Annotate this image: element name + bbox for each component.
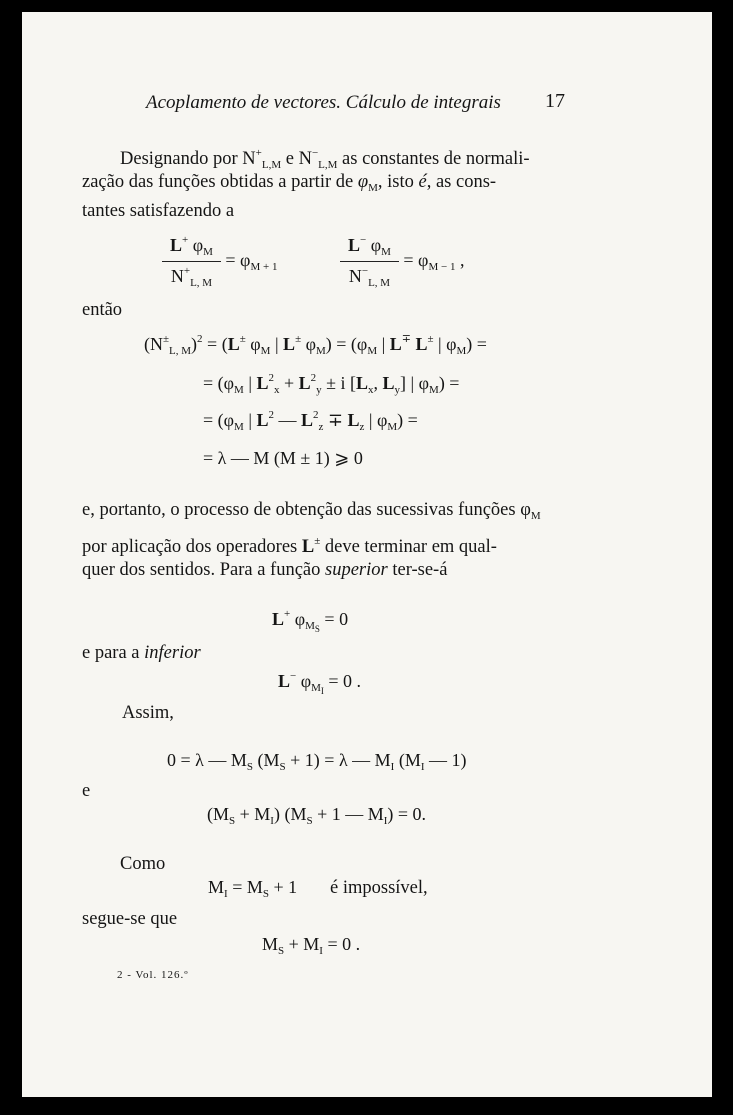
eq-inferior: L− $\varphi_{M_I} = 0$ . xyxy=(278,670,362,697)
label-como: Como xyxy=(120,854,166,874)
text-impossivel: é impossível, xyxy=(330,878,428,898)
para1-line3: tantes satisfazendo a xyxy=(82,201,235,221)
book-page xyxy=(22,12,712,1097)
eq-norm-1: $(N^\pm_{L, M})^2 = (L^\pm$ $\varphi_M$ | L± $\varphi_M) = (\varphi_M$ | L∓ L± | $\varphi_M$) = xyxy=(144,333,487,357)
label-inferior-prefix: e para a xyxy=(82,643,140,663)
eq-superior: L+ $\varphi_{M_S} = 0$ xyxy=(272,608,349,635)
eq-norm-3: = ($\varphi_M$ | $L^2$ — $L^2_z \mp L_z$ | $\varphi_M$) = xyxy=(203,409,418,433)
label-assim: Assim, xyxy=(122,703,174,723)
para2-line1: e, portanto, o processo de obtenção das sucessivas funções $\varphi_M$ xyxy=(82,500,541,522)
emph-superior: superior xyxy=(325,560,388,580)
label-entao: então xyxy=(82,300,123,320)
page-number: 17 xyxy=(545,90,565,112)
label-inferior xyxy=(82,639,201,668)
eq-como: $M_I = M_S + 1$ xyxy=(208,877,298,900)
eq-norm-4: = λ — M (M ± 1) ⩾ 0 xyxy=(203,448,363,468)
eq-e: $(M_S + M_I) (M_S + 1$ — $M_I) = 0$. xyxy=(207,804,427,827)
eq-final: $M_S + M_I = 0$ . xyxy=(262,934,361,957)
eq-norm-2: = ($\varphi_M$ | $L^2_x + L^2_y \pm i$ [$L_x$, $L_y$] | $\varphi_M$) = xyxy=(203,372,460,396)
label-e: e xyxy=(82,781,91,801)
label-segue: segue-se que xyxy=(82,909,178,929)
running-header: Acoplamento de vectores. Cálculo de integrais xyxy=(146,92,501,113)
para2-line3: quer dos sentidos. Para a função superior ter-se-á xyxy=(82,560,448,580)
eq-frac-right: $\frac{L^- \varphi_M}{N^-_{L, M}}$ = $\varphi_{M - 1}$ , xyxy=(340,234,464,289)
para1-line2: zação das funções obtidas a partir de $\varphi_M$, isto é, as cons- xyxy=(82,172,497,194)
footer-signature: 2 - Vol. 126.º xyxy=(117,969,189,981)
para2-line2: por aplicação dos operadores L± deve terminar em qual- xyxy=(82,535,497,557)
eq-frac-left: $\frac{L^+ \varphi_M}{N^+_{L, M}}$ = $\varphi_{M + 1}$ xyxy=(162,234,277,289)
para1-line1: Designando por $N^+_{L,M}$ e $N^-_{L,M}$ as constantes de normali- xyxy=(120,147,530,171)
eq-assim: 0 = λ — $M_S$ $(M_S + 1) = \lambda$ — $M_I$ ($M_I$ — 1) xyxy=(167,750,467,773)
emph-inferior: inferior xyxy=(144,643,201,663)
